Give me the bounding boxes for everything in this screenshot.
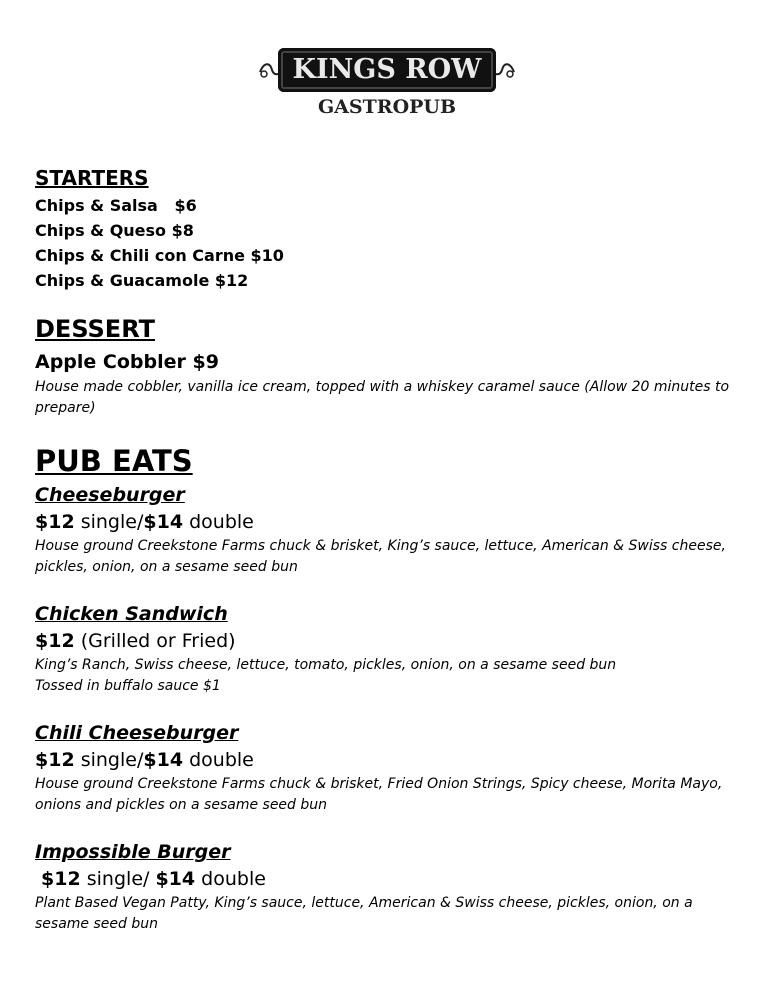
menu-item-impossible-burger [35, 838, 745, 935]
logo [258, 44, 516, 126]
starter-item: Chips & Salsa $6 [35, 196, 197, 215]
logo-subtitle: GASTROPUB [317, 96, 457, 118]
item-description: King’s Ranch, Swiss cheese, lettuce, tomato, pickles, onion, on a sesame seed bun [35, 657, 617, 673]
starter-item: Chips & Chili con Carne $10 [35, 246, 284, 265]
pub-eats-heading: PUB EATS [35, 444, 193, 478]
item-description: House ground Creekstone Farms chuck & brisket, King’s sauce, lettuce, American & Swiss cheese, pickles, onion, on a sesame seed bun [35, 538, 726, 575]
logo-banner [278, 48, 496, 92]
item-note: Tossed in buffalo sauce $1 [35, 678, 221, 694]
item-price: $12 single/$14 double [35, 511, 254, 533]
dessert-description: House made cobbler, vanilla ice cream, topped with a whiskey caramel sauce (Allow 20 minutes to prepare) [35, 379, 730, 416]
menu-item-chicken-sandwich [35, 600, 745, 697]
item-name: Chicken Sandwich [35, 603, 228, 625]
item-price: $12 single/$14 double [35, 749, 254, 771]
dessert-item-name: Apple Cobbler $9 [35, 351, 219, 373]
menu [35, 163, 745, 935]
menu-item-cheeseburger [35, 481, 745, 578]
starter-item: Chips & Queso $8 [35, 221, 194, 240]
starter-item: Chips & Guacamole $12 [35, 271, 249, 290]
item-price: $12 (Grilled or Fried) [35, 630, 236, 652]
starters-heading: STARTERS [35, 166, 149, 190]
item-name: Cheeseburger [35, 484, 185, 506]
dessert-heading: DESSERT [35, 315, 155, 343]
item-description: House ground Creekstone Farms chuck & brisket, Fried Onion Strings, Spicy cheese, Morita Mayo, onions and pickles on a sesame seed bun [35, 776, 723, 813]
item-description: Plant Based Vegan Patty, King’s sauce, lettuce, American & Swiss cheese, pickles, onion, on a sesame seed bun [35, 895, 693, 932]
item-name: Impossible Burger [35, 841, 231, 863]
item-price: $12 single/ $14 double [41, 868, 266, 890]
logo-title: KINGS ROW [292, 54, 482, 85]
item-name: Chili Cheeseburger [35, 722, 239, 744]
menu-item-chili-cheeseburger [35, 719, 745, 816]
